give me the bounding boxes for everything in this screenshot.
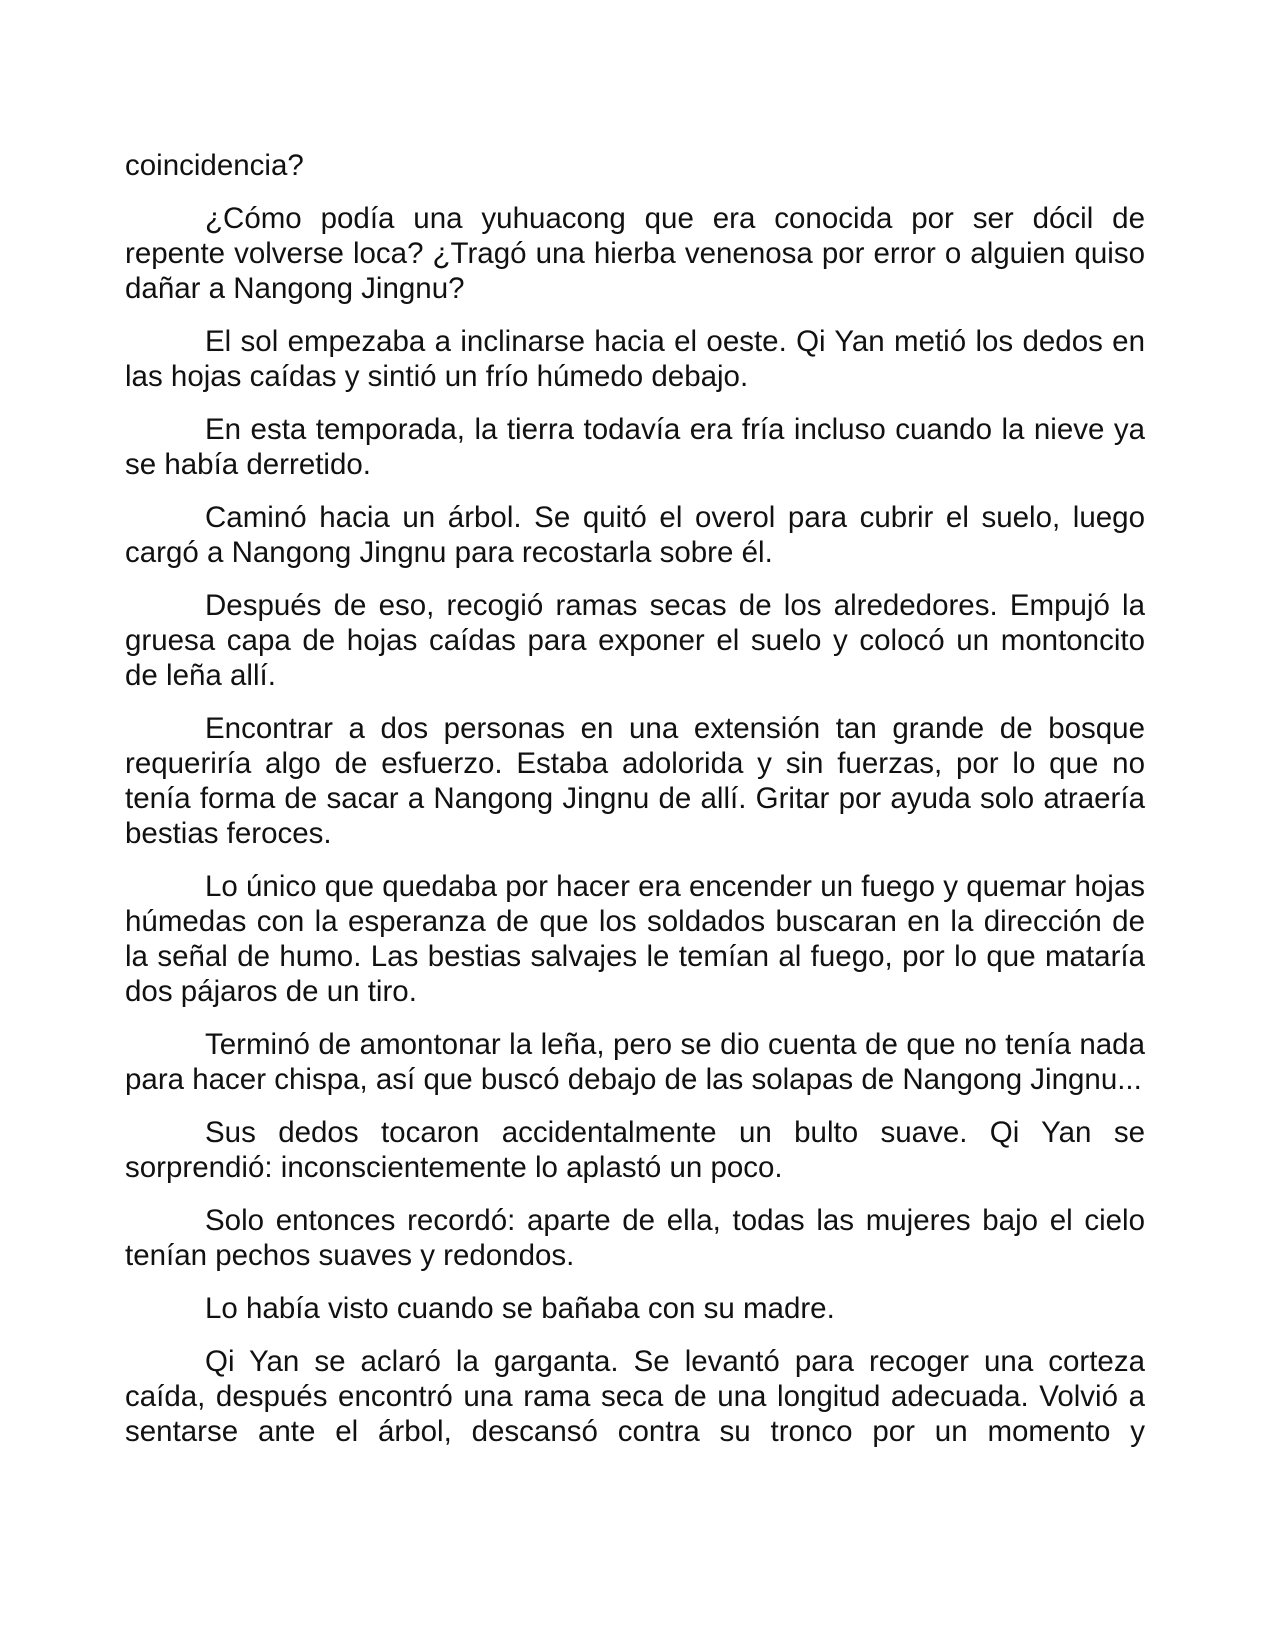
paragraph: Caminó hacia un árbol. Se quitó el overol para cubrir el suelo, luego cargó a Nangong Jingnu para recostarla sobre él. <box>125 501 1145 569</box>
paragraph: En esta temporada, la tierra todavía era fría incluso cuando la nieve ya se había derretido. <box>125 413 1145 481</box>
paragraph: Lo único que quedaba por hacer era encender un fuego y quemar hojas húmedas con la esperanza de que los soldados buscaran en la dirección de la señal de humo. Las bestias salvajes le temían al fuego, por lo que mataría dos pájaros de un tiro. <box>125 870 1145 1008</box>
paragraph: El sol empezaba a inclinarse hacia el oeste. Qi Yan metió los dedos en las hojas caídas y sintió un frío húmedo debajo. <box>125 325 1145 393</box>
paragraph: ¿Cómo podía una yuhuacong que era conocida por ser dócil de repente volverse loca? ¿Tragó una hierba venenosa por error o alguien quiso dañar a Nangong Jingnu? <box>125 202 1145 305</box>
paragraph: Terminó de amontonar la leña, pero se dio cuenta de que no tenía nada para hacer chispa, así que buscó debajo de las solapas de Nangong Jingnu... <box>125 1028 1145 1096</box>
paragraph: Solo entonces recordó: aparte de ella, todas las mujeres bajo el cielo tenían pechos suaves y redondos. <box>125 1204 1145 1272</box>
paragraph: Encontrar a dos personas en una extensión tan grande de bosque requeriría algo de esfuerzo. Estaba adolorida y sin fuerzas, por lo que no tenía forma de sacar a Nangong Jingnu de allí. Gritar por ayuda solo atraería bestias feroces. <box>125 712 1145 850</box>
paragraph-continuation: coincidencia? <box>125 149 304 182</box>
paragraph: Sus dedos tocaron accidentalmente un bulto suave. Qi Yan se sorprendió: inconscientemente lo aplastó un poco. <box>125 1116 1145 1184</box>
paragraph: Después de eso, recogió ramas secas de los alrededores. Empujó la gruesa capa de hojas caídas para exponer el suelo y colocó un montoncito de leña allí. <box>125 589 1145 692</box>
paragraph: Lo había visto cuando se bañaba con su madre. <box>205 1292 835 1325</box>
document-body <box>125 148 1145 1467</box>
paragraph-truncated: Qi Yan se aclaró la garganta. Se levantó para recoger una corteza caída, después encontró una rama seca de una longitud adecuada. Volvió a sentarse ante el árbol, descansó contra su tronco por un momento y <box>125 1345 1145 1448</box>
